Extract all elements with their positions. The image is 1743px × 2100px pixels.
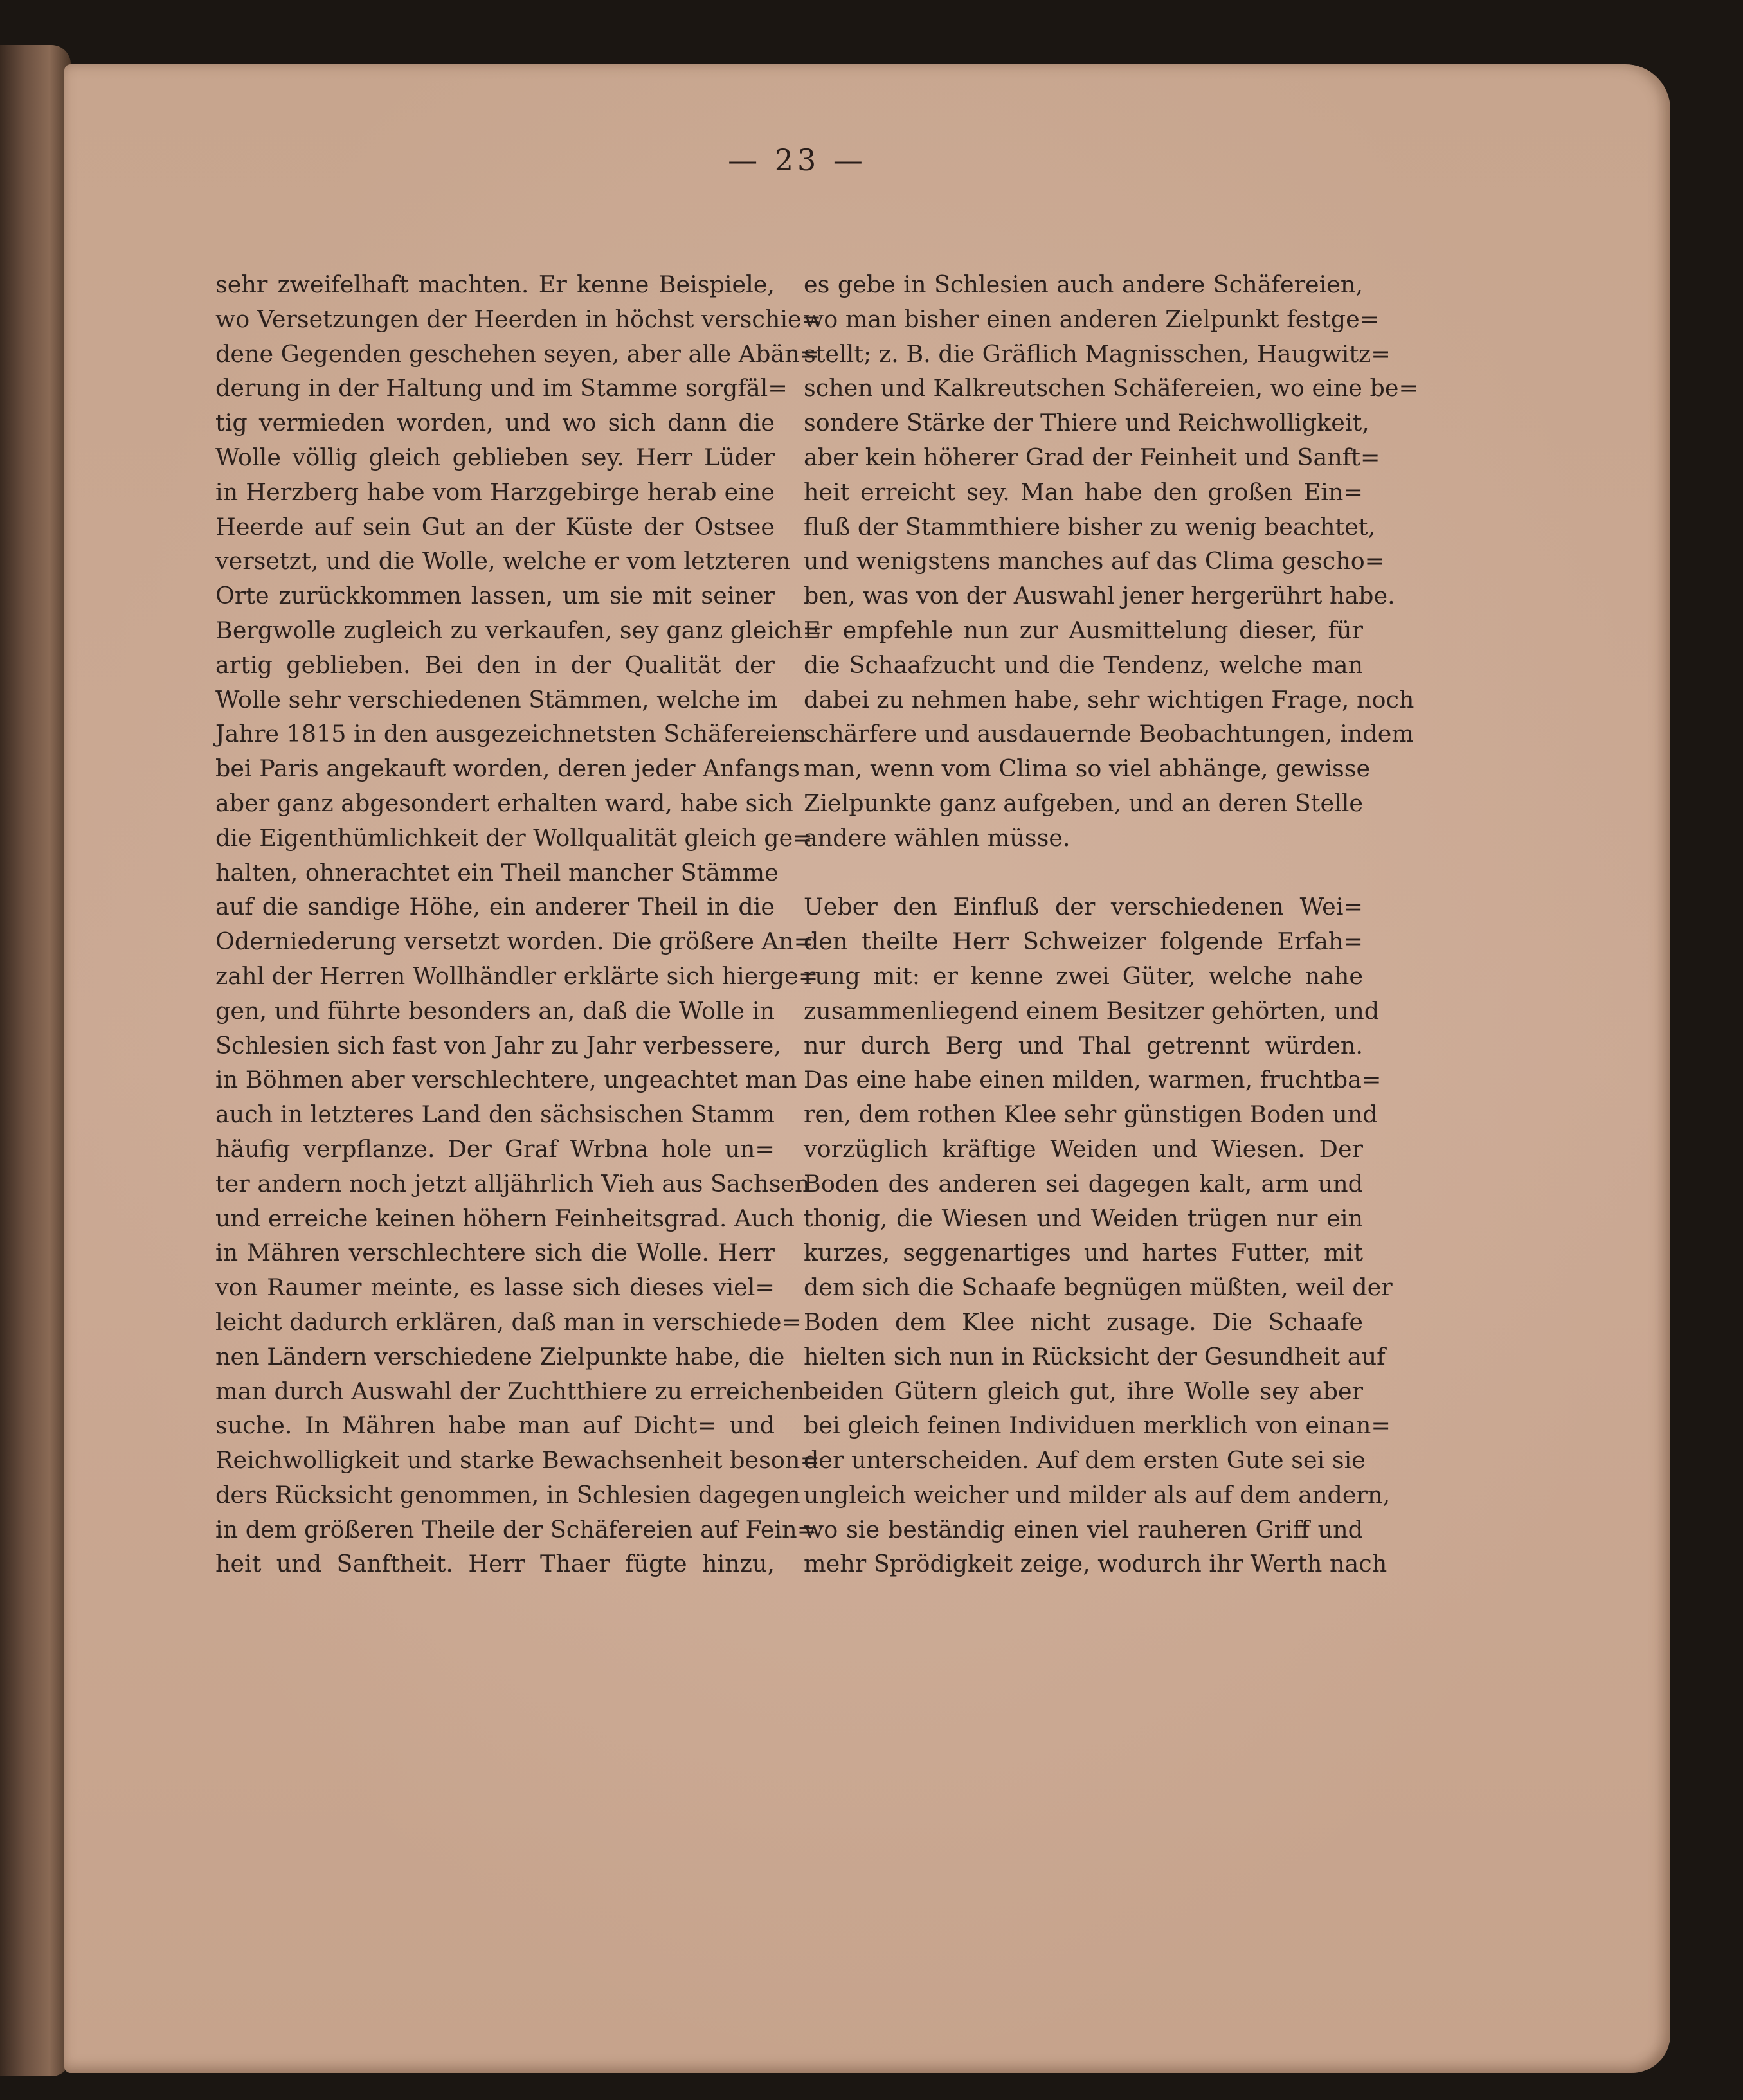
text-line: suche. In Mähren habe man auf Dicht= und	[215, 1412, 775, 1440]
text-line: schen und Kalkreutschen Schäfereien, wo eine be=	[804, 374, 1419, 402]
text-line: es gebe in Schlesien auch andere Schäfereien,	[804, 271, 1363, 298]
text-line: und erreiche keinen höhern Feinheitsgrad. Auch	[215, 1204, 795, 1232]
text-line: man durch Auswahl der Zuchtthiere zu erreichen	[215, 1377, 805, 1405]
left-column	[215, 267, 822, 1581]
text-line: dem sich die Schaafe begnügen müßten, weil der	[804, 1273, 1393, 1302]
text-line: in dem größeren Theile der Schäfereien auf Fein=	[215, 1515, 817, 1543]
text-line: ungleich weicher und milder als auf dem andern,	[804, 1480, 1391, 1509]
paragraph-gap	[804, 856, 1363, 890]
previous-page-edge	[0, 45, 71, 2076]
text-line: in Herzberg habe vom Harzgebirge herab eine	[215, 478, 775, 506]
text-line: der unterscheiden. Auf dem ersten Gute sei sie	[804, 1446, 1366, 1475]
text-line: Wolle sehr verschiedenen Stämmen, welche im	[215, 685, 778, 713]
text-line: schärfere und ausdauernde Beobachtungen, indem	[804, 720, 1414, 748]
text-line: ter andern noch jetzt alljährlich Vieh aus Sachsen	[215, 1169, 810, 1198]
text-line: rung mit: er kenne zwei Güter, welche nahe	[804, 962, 1363, 990]
text-line: aber kein höherer Grad der Feinheit und Sanft=	[804, 443, 1380, 471]
text-line: Bergwolle zugleich zu verkaufen, sey ganz gleich=	[215, 616, 822, 644]
text-line: vorzüglich kräftige Weiden und Wiesen. Der	[804, 1135, 1363, 1163]
text-line: nen Ländern verschiedene Zielpunkte habe, die	[215, 1342, 785, 1370]
text-line: Jahre 1815 in den ausgezeichnetsten Schäfereien	[215, 720, 806, 748]
text-line: kurzes, seggenartiges und hartes Futter, mit	[804, 1239, 1363, 1267]
text-line: beiden Gütern gleich gut, ihre Wolle sey aber	[804, 1377, 1363, 1405]
text-line: auf die sandige Höhe, ein anderer Theil in die	[215, 893, 775, 921]
text-line: stellt; z. B. die Gräflich Magnisschen, Haugwitz=	[804, 339, 1391, 368]
text-line: Reichwolligkeit und starke Bewachsenheit beson=	[215, 1446, 820, 1475]
text-line: artig geblieben. Bei den in der Qualität der	[215, 651, 775, 679]
text-line: auch in letzteres Land den sächsischen Stamm	[215, 1100, 775, 1129]
text-line: wo sie beständig einen viel rauheren Griff und	[804, 1515, 1363, 1543]
text-line: dabei zu nehmen habe, sehr wichtigen Frage, noch	[804, 685, 1414, 713]
text-line: in Mähren verschlechtere sich die Wolle. Herr	[215, 1239, 775, 1267]
text-line: von Raumer meinte, es lasse sich dieses viel=	[215, 1273, 775, 1302]
text-line: tig vermieden worden, und wo sich dann die	[215, 409, 775, 437]
text-line: thonig, die Wiesen und Weiden trügen nur ein	[804, 1204, 1363, 1232]
page-number: — 23 —	[728, 143, 867, 177]
text-line: andere wählen müsse.	[804, 823, 1070, 852]
text-line: Wolle völlig gleich geblieben sey. Herr Lüder	[215, 443, 775, 471]
text-line: Das eine habe einen milden, warmen, fruchtba=	[804, 1066, 1382, 1094]
text-line: versetzt, und die Wolle, welche er vom letzteren	[215, 547, 791, 575]
text-line: Boden dem Klee nicht zusage. Die Schaafe	[804, 1307, 1363, 1336]
text-line: heit erreicht sey. Man habe den großen Ein=	[804, 478, 1363, 506]
text-line: Boden des anderen sei dagegen kalt, arm und	[804, 1169, 1363, 1198]
text-line: Orte zurückkommen lassen, um sie mit seiner	[215, 582, 775, 610]
text-line: Heerde auf sein Gut an der Küste der Ostsee	[215, 512, 775, 541]
text-line: bei Paris angekauft worden, deren jeder Anfangs	[215, 755, 800, 783]
text-line: derung in der Haltung und im Stamme sorgfäl=	[215, 374, 788, 402]
text-line: Er empfehle nun zur Ausmittelung dieser, für	[804, 616, 1363, 644]
text-line: man, wenn vom Clima so viel abhänge, gewisse	[804, 755, 1371, 783]
text-line: zahl der Herren Wollhändler erklärte sich hierge=	[215, 962, 818, 990]
text-line: ders Rücksicht genommen, in Schlesien dagegen	[215, 1480, 800, 1509]
text-line: bei gleich feinen Individuen merklich von einan=	[804, 1412, 1391, 1440]
text-line: halten, ohnerachtet ein Theil mancher Stämme	[215, 858, 779, 886]
right-column	[804, 267, 1419, 1581]
text-line: Zielpunkte ganz aufgeben, und an deren Stelle	[804, 789, 1363, 817]
text-line: und wenigstens manches auf das Clima gescho=	[804, 547, 1385, 575]
text-line: in Böhmen aber verschlechtere, ungeachtet man	[215, 1066, 797, 1094]
text-line: Oderniederung versetzt worden. Die größere An=	[215, 928, 814, 956]
text-line: ben, was von der Auswahl jener hergerührt habe.	[804, 582, 1395, 610]
text-line: häufig verpflanze. Der Graf Wrbna hole un=	[215, 1135, 775, 1163]
text-line: sehr zweifelhaft machten. Er kenne Beispiele,	[215, 271, 775, 298]
text-line: dene Gegenden geschehen seyen, aber alle Abän=	[215, 339, 820, 368]
text-line: wo Versetzungen der Heerden in höchst verschie=	[215, 305, 822, 333]
text-line: Ueber den Einfluß der verschiedenen Wei=	[804, 893, 1363, 921]
text-line: gen, und führte besonders an, daß die Wolle in	[215, 996, 775, 1025]
text-line: Schlesien sich fast von Jahr zu Jahr verbessere,	[215, 1031, 781, 1059]
text-line: hielten sich nun in Rücksicht der Gesundheit auf	[804, 1342, 1386, 1370]
text-line: die Eigenthümlichkeit der Wollqualität gleich ge=	[215, 823, 813, 852]
text-line: die Schaafzucht und die Tendenz, welche man	[804, 651, 1363, 679]
text-line: mehr Sprödigkeit zeige, wodurch ihr Werth nach	[804, 1550, 1387, 1578]
text-line: den theilte Herr Schweizer folgende Erfah=	[804, 928, 1363, 956]
text-line: fluß der Stammthiere bisher zu wenig beachtet,	[804, 512, 1376, 541]
text-line: heit und Sanftheit. Herr Thaer fügte hinzu,	[215, 1550, 775, 1578]
text-line: nur durch Berg und Thal getrennt würden.	[804, 1031, 1363, 1059]
text-line: wo man bisher einen anderen Zielpunkt festge=	[804, 305, 1380, 333]
text-line: aber ganz abgesondert erhalten ward, habe sich	[215, 789, 793, 817]
text-line: leicht dadurch erklären, daß man in verschiede=	[215, 1307, 802, 1336]
text-line: sondere Stärke der Thiere und Reichwolligkeit,	[804, 409, 1369, 437]
text-line: ren, dem rothen Klee sehr günstigen Boden und	[804, 1100, 1378, 1129]
text-line: zusammenliegend einem Besitzer gehörten, und	[804, 996, 1380, 1025]
